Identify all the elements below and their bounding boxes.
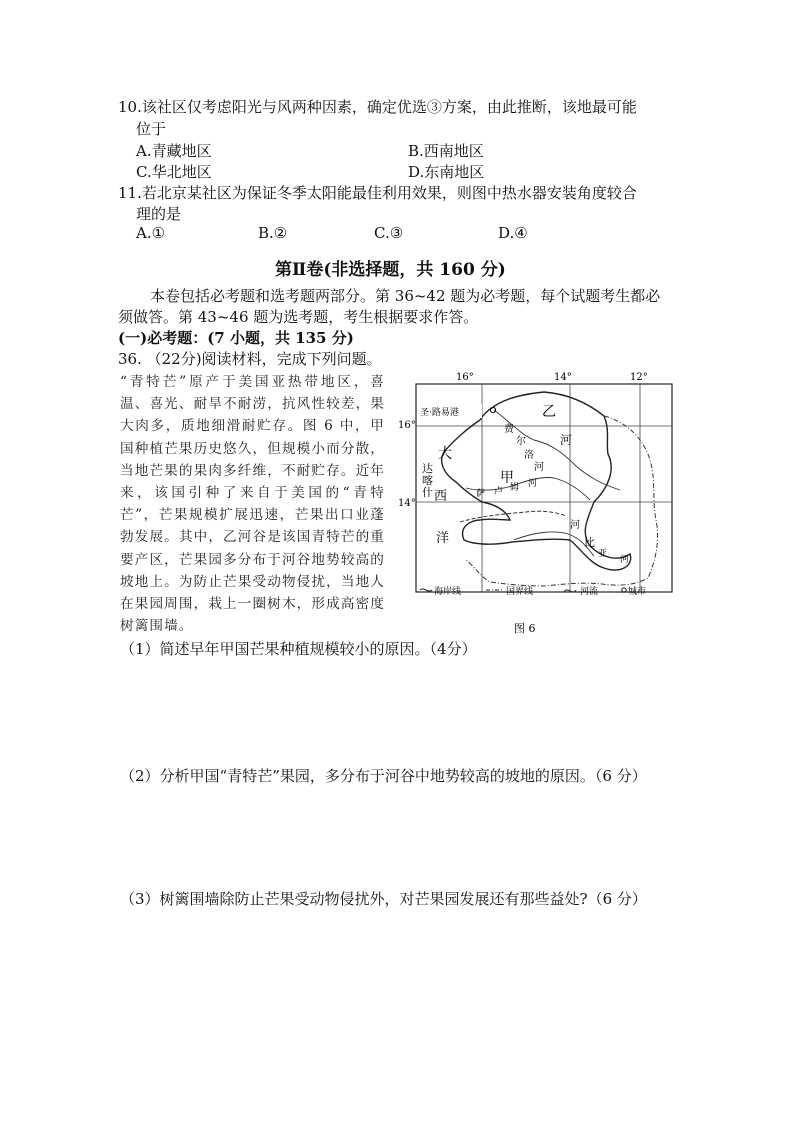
q11-option-b: B.② [258,224,288,242]
label-ya: 亚 [598,549,608,559]
q10-option-a: A.青藏地区 [136,142,212,160]
legend-city: 城市 [628,587,647,597]
q11-option-c: C.③ [374,224,404,242]
city-label: 圣·路易港 [420,408,459,418]
label-river-b: 河 [560,433,573,447]
label-dakar-3: 什 [422,486,433,499]
section-title: 第Ⅱ卷(非选择题，共 160 分) [275,260,506,280]
label-dakar-1: 达 [422,462,433,475]
lat-label-14: 14° [398,498,416,509]
label-river-d: 河 [570,520,580,531]
q11-line2: 理的是 [136,205,182,223]
label-xi: 西 [434,489,448,504]
required-title: (一)必考题：(7 小题，共 135 分) [118,329,354,347]
label-fei: 费 [504,424,514,435]
label-da: 大 [438,446,452,462]
lon-label-14: 14° [554,372,572,383]
legend-river: 河流 [580,587,599,597]
label-river-c: 河 [528,479,538,489]
q36-sub2: （2）分析甲国“青特芒”果园，多分布于河谷中地势较高的坡地的原因。（6 分） [120,767,647,785]
lat-label-16: 16° [398,420,416,431]
q10-line2: 位于 [136,120,167,138]
map-legend [420,585,646,597]
label-er: 尔 [516,436,526,447]
legend-border: 国界线 [506,587,534,597]
figure-6-map [394,370,684,640]
q36-passage: “青特芒”原产于美国亚热带地区，喜温、喜光、耐旱不耐涝，抗风性较差，果大肉多，质地细滑耐贮存。图 6 中，甲国种植芒果历史悠久，但规模小而分散，当地芒果的果肉多纤维，不耐贮存。近年来，该国引种了来自于美国的“青特芒”，芒果规模扩展迅速，芒果出口业蓬勃发展。其中，乙河谷是该国青特芒的重要产区，芒果园多分布于河谷地势较高的坡地上。为防止芒果受动物侵扰，当地人在果园周围，栽上一圈树木，形成高密度树篱围墙。 [120,374,385,635]
q10-line1: 10.该社区仅考虑阳光与风两种因素，确定优选③方案，由此推断，该地最可能 [118,98,637,116]
label-jia: 甲 [500,470,514,486]
label-river-e: 河 [620,555,630,565]
lon-label-16: 16° [456,372,474,383]
label-sa: 萨 [476,489,486,499]
figure-caption: 图 6 [514,622,536,635]
q11-option-a: A.① [136,224,166,242]
label-bi: 比 [584,536,595,549]
q10-option-c: C.华北地区 [136,163,212,181]
label-mu: 姆 [510,483,520,493]
label-yang: 洋 [436,531,450,546]
legend-coastline-icon [420,589,432,591]
legend-coastline: 海岸线 [434,587,462,597]
label-dakar-2: 喀 [422,474,433,487]
q11-option-d: D.④ [498,224,528,242]
label-river-a: 河 [534,462,544,473]
lon-label-12: 12° [630,372,648,383]
q10-option-d: D.东南地区 [408,163,485,181]
section-intro-line1: 本卷包括必考题和选考题两部分。第 36~42 题为必考题，每个试题考生都必 [150,287,661,305]
label-yi: 乙 [542,404,556,420]
city-marker-icon [490,407,495,412]
q36-sub3: （3）树篱围墙除防止芒果受动物侵扰外，对芒果园发展还有那些益处?（6 分） [120,890,647,908]
label-lu: 卢 [494,487,504,497]
q11-line1: 11.若北京某社区为保证冬季太阳能最佳利用效果，则图中热水器安装角度较合 [118,184,637,202]
label-luo: 洛 [524,450,534,461]
section-intro-line2: 须做答。第 43~46 题为选考题，考生根据要求作答。 [118,308,479,326]
q36-heading: 36. （22分)阅读材料，完成下列问题。 [118,350,382,368]
q36-sub1: （1）简述早年甲国芒果种植规模较小的原因。（4分） [120,640,477,658]
q10-option-b: B.西南地区 [408,142,484,160]
